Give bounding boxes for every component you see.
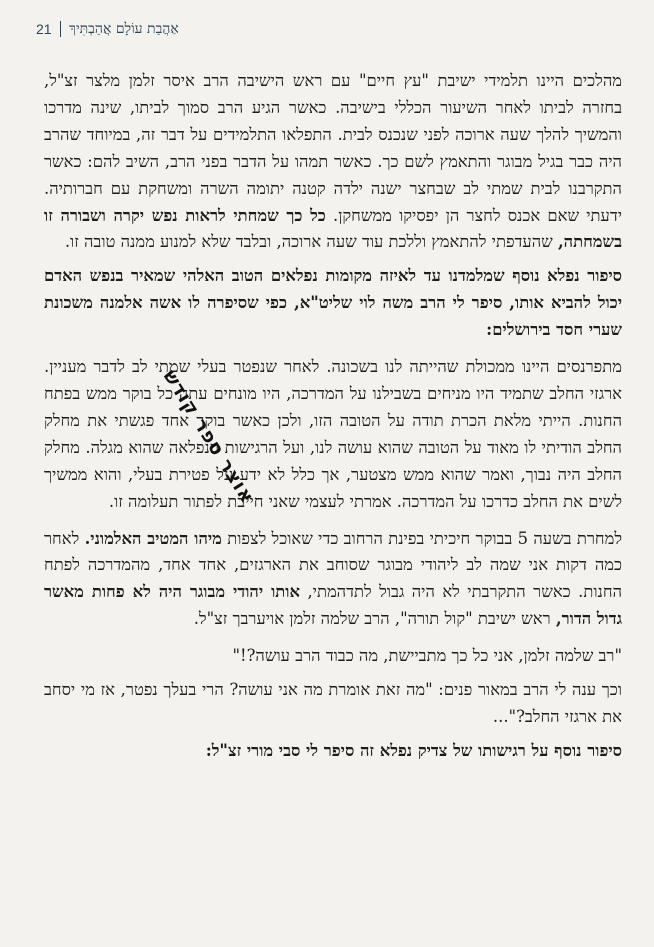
- book-title: אַהֲבַת עוֹלָם אֲהַבְתִּיךְ: [69, 20, 179, 37]
- bold-text: סיפור נוסף על רגישותו של צדיק נפלא זה סיפר לי סבי מורי זצ"ל:: [205, 740, 622, 760]
- running-header: [36, 18, 622, 40]
- page-body: [44, 68, 622, 772]
- bold-text: כל כך שמחתי לראות נפש יקרה ושבורה זו בשמחתה,: [44, 205, 622, 252]
- bold-text: סיפור נפלא נוסף שמלמדנו עד לאיזה מקומות נפלאים הטוב האלהי שמאיר בנפש האדם יכול להביא אותו, סיפר לי הרב משה לוי שליט"א, כפי שסיפרה לו אשה אלמנה משכונת שערי חסד בירושלים:: [44, 266, 622, 340]
- paragraph: [44, 354, 622, 515]
- paragraph: [44, 677, 622, 731]
- body-text: מהלכים היינו תלמידי ישיבת "עץ חיים" עם ראש הישיבה הרב איסר זלמן מלצר זצ"ל, בחזרה לביתו לאחר השיעור הכללי בישיבה. כאשר הגיע הרב סמוך לביתו, שינה מדרכו והמשיך להלך שעה ארוכה לפני שנכנס לבית. התפלאו התלמידים על דבר זה, במיוחד שהרב היה כבר בגיל מבוגר והתאמץ לשם כך. כאשר תמהו על הדבר בפני הרב, השיב להם: כאשר התקרבנו לבית שמתי לב שבחצר ישנה ילדה קטנה יתומה השרה ומשחקת עם חברותיה. ידעתי שאם אכנס לחצר הן יפסיקו ממשחקן.: [44, 71, 622, 225]
- body-text: וכך ענה לי הרב במאור פנים: "מה זאת אומרת מה אני עושה? הרי בעלך נפטר, אז מי יסחב את ארגזי החלב?"...: [44, 680, 622, 726]
- header-divider: [60, 21, 62, 37]
- paragraph: [44, 68, 622, 256]
- watermark-stamp: אוצר ספר קודש: [158, 365, 259, 508]
- page-number: 21: [36, 21, 52, 37]
- body-text: לאחר כמה דקות אני שמה לב ליהודי מבוגר שסוחב את הארגזים, אחד אחד, מהמדרכה לפתח החנות. כאשר התקרבתי לא היה גבול לתדהמתי,: [44, 528, 622, 602]
- bold-text: אותו יהודי מבוגר היה לא פחות מאשר גדול הדור,: [44, 582, 622, 629]
- paragraph: [44, 526, 622, 634]
- body-text: "רב שלמה זלמן, אני כל כך מתביישת, מה כבוד הרב עושה?!": [232, 646, 622, 666]
- paragraph: [44, 643, 622, 670]
- paragraph: [44, 738, 622, 765]
- bold-text: מיהו המטיב האלמוני.: [84, 528, 222, 548]
- body-text: למחרת בשעה 5 בבוקר חיכיתי בפינת הרחוב כדי שאוכל לצפות: [221, 528, 623, 548]
- body-text: ראש ישיבת "קול תורה", הרב שלמה זלמן אויערבך זצ"ל.: [193, 609, 556, 629]
- body-text: שהעדפתי להתאמץ וללכת עוד שעה ארוכה, ובלבד שלא למנוע ממנה טובה זו.: [64, 232, 558, 252]
- body-text: מתפרנסים היינו ממכולת שהייתה לנו בשכונה. לאחר שנפטר בעלי שמתי לב לדבר מעניין. ארגזי החלב שתמיד היו מניחים בשבילנו על המדרכה, היו מונחים עתה כל בוקר ממש בפתח החנות. הייתי מלאת הכרת תודה על הטובה הזו, ולכן כאשר בוקר אחד פגשתי את מחלק החלב הודיתי לו מאוד על הטובה שהוא עושה לנו, ועל הרגישות הנפלאה שהוא מגלה. מחלק החלב היה נבוך, ואמר שהוא ממש מצטער, אך כלל לא ידע על פטירת בעלי, והוא ממשיך לשים את החלב כדרכו על המדרכה. אמרתי לעצמי שאני חייבת לפתור תעלומה זו.: [44, 357, 622, 511]
